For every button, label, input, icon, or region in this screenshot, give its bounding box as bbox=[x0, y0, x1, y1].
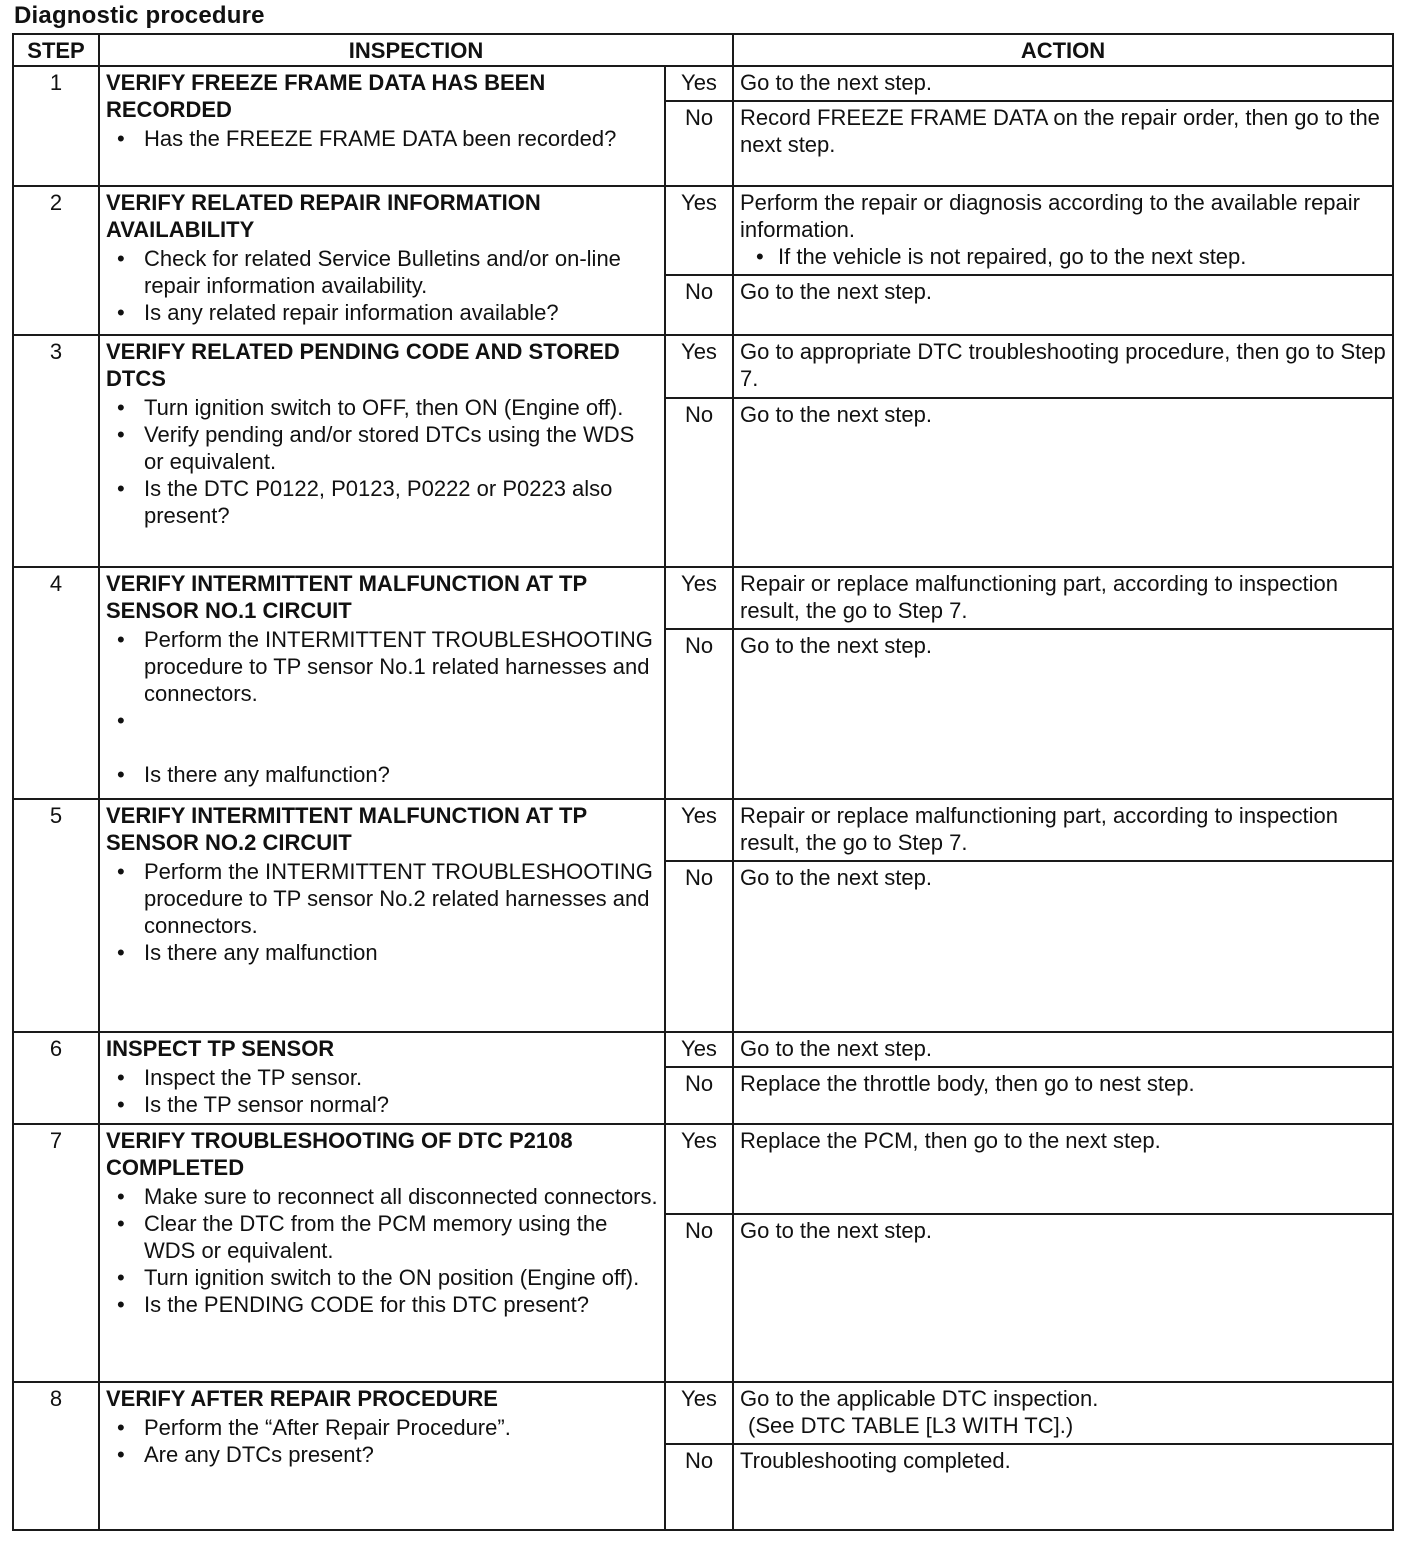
step-heading: VERIFY TROUBLESHOOTING OF DTC P2108 COMPLETED bbox=[106, 1127, 573, 1180]
action-no: Replace the throttle body, then go to nest step. bbox=[733, 1067, 1393, 1124]
table-row bbox=[13, 1124, 1393, 1214]
action-no: Go to the next step. bbox=[733, 398, 1393, 567]
action-text: Go to the applicable DTC inspection. bbox=[740, 1385, 1099, 1411]
inspection-cell bbox=[99, 66, 665, 186]
inspection-cell bbox=[99, 567, 665, 799]
check-list bbox=[106, 626, 658, 788]
action-text: Perform the repair or diagnosis according to the available repair information. bbox=[740, 190, 1360, 243]
answer-no: No bbox=[665, 1067, 733, 1124]
check-item: • Perform the “After Repair Procedure”. bbox=[144, 1414, 658, 1441]
check-item: • Is any related repair information available? bbox=[144, 299, 658, 326]
check-list bbox=[106, 858, 658, 966]
check-item: • Inspect the TP sensor. bbox=[144, 1064, 658, 1091]
answer-yes: Yes bbox=[665, 1124, 733, 1214]
step-number: 3 bbox=[13, 335, 99, 567]
answer-no: No bbox=[665, 398, 733, 567]
header-step: STEP bbox=[13, 34, 99, 66]
table-row bbox=[13, 1032, 1393, 1067]
table-row bbox=[13, 567, 1393, 629]
check-item: • Turn ignition switch to the ON position (Engine off). bbox=[144, 1264, 658, 1291]
check-list bbox=[106, 394, 658, 529]
answer-no: No bbox=[665, 101, 733, 186]
check-item: • Clear the DTC from the PCM memory using the WDS or equivalent. bbox=[144, 1210, 658, 1264]
step-heading: VERIFY INTERMITTENT MALFUNCTION AT TP SENSOR NO.1 CIRCUIT bbox=[106, 571, 587, 624]
check-item: • Perform the INTERMITTENT TROUBLESHOOTING procedure to TP sensor No.1 related harnesses and connectors. bbox=[144, 626, 658, 707]
check-item: • Check for related Service Bulletins and/or on-line repair information availability. bbox=[144, 245, 658, 299]
check-item: • Verify pending and/or stored DTCs using the WDS or equivalent. bbox=[144, 421, 658, 475]
answer-no: No bbox=[665, 1444, 733, 1530]
check-item: • Make sure to reconnect all disconnected connectors. bbox=[144, 1183, 658, 1210]
diagnostic-procedure-table bbox=[12, 33, 1394, 1531]
action-no: Go to the next step. bbox=[733, 275, 1393, 335]
check-item: • Perform the INTERMITTENT TROUBLESHOOTING procedure to TP sensor No.2 related harnesses and connectors. bbox=[144, 858, 658, 939]
step-heading: VERIFY FREEZE FRAME DATA HAS BEEN RECORDED bbox=[106, 70, 546, 122]
action-no: Go to the next step. bbox=[733, 629, 1393, 799]
action-no: Go to the next step. bbox=[733, 861, 1393, 1031]
inspection-cell bbox=[99, 335, 665, 567]
table-row bbox=[13, 335, 1393, 398]
inspection-cell bbox=[99, 1382, 665, 1530]
action-no: Record FREEZE FRAME DATA on the repair order, then go to the next step. bbox=[733, 101, 1393, 186]
action-yes bbox=[733, 186, 1393, 275]
step-number: 8 bbox=[13, 1382, 99, 1530]
answer-yes: Yes bbox=[665, 567, 733, 629]
step-heading: VERIFY INTERMITTENT MALFUNCTION AT TP SENSOR NO.2 CIRCUIT bbox=[106, 803, 587, 856]
step-number: 7 bbox=[13, 1124, 99, 1382]
answer-yes: Yes bbox=[665, 1382, 733, 1444]
check-list bbox=[106, 125, 658, 152]
answer-yes: Yes bbox=[665, 66, 733, 101]
inspection-cell bbox=[99, 186, 665, 335]
check-item: • Has the FREEZE FRAME DATA been recorded? bbox=[144, 125, 658, 152]
step-number: 2 bbox=[13, 186, 99, 335]
check-list bbox=[106, 1064, 658, 1118]
check-list bbox=[106, 1183, 658, 1318]
check-list bbox=[106, 245, 658, 326]
answer-yes: Yes bbox=[665, 335, 733, 398]
step-heading: VERIFY RELATED PENDING CODE AND STORED DTCS bbox=[106, 339, 620, 392]
inspection-cell bbox=[99, 1032, 665, 1124]
check-item: • Is there any malfunction bbox=[144, 939, 658, 966]
step-number: 6 bbox=[13, 1032, 99, 1124]
header-action: ACTION bbox=[733, 34, 1393, 66]
table-row bbox=[13, 799, 1393, 861]
inspection-cell bbox=[99, 799, 665, 1031]
table-row bbox=[13, 66, 1393, 101]
check-item: • Is the DTC P0122, P0123, P0222 or P0223 also present? bbox=[144, 475, 658, 529]
step-number: 1 bbox=[13, 66, 99, 186]
table-header-row bbox=[13, 34, 1393, 66]
answer-no: No bbox=[665, 629, 733, 799]
action-yes: Go to the next step. bbox=[733, 1032, 1393, 1067]
step-number: 4 bbox=[13, 567, 99, 799]
action-yes bbox=[733, 1382, 1393, 1444]
answer-no: No bbox=[665, 861, 733, 1031]
action-yes: Repair or replace malfunctioning part, according to inspection result, the go to Step 7. bbox=[733, 799, 1393, 861]
action-yes: Replace the PCM, then go to the next step. bbox=[733, 1124, 1393, 1214]
action-yes: Go to appropriate DTC troubleshooting procedure, then go to Step 7. bbox=[733, 335, 1393, 398]
step-number: 5 bbox=[13, 799, 99, 1031]
check-list bbox=[106, 1414, 658, 1468]
step-heading: VERIFY AFTER REPAIR PROCEDURE bbox=[106, 1385, 498, 1411]
action-yes: Repair or replace malfunctioning part, according to inspection result, the go to Step 7. bbox=[733, 567, 1393, 629]
header-inspection: INSPECTION bbox=[99, 34, 733, 66]
inspection-cell bbox=[99, 1124, 665, 1382]
step-heading: VERIFY RELATED REPAIR INFORMATION AVAILABILITY bbox=[106, 190, 541, 243]
check-item: • Are any DTCs present? bbox=[144, 1441, 658, 1468]
action-note: (See DTC TABLE [L3 WITH TC].) bbox=[748, 1412, 1074, 1438]
table-row bbox=[13, 1382, 1393, 1444]
answer-no: No bbox=[665, 1214, 733, 1382]
step-heading: INSPECT TP SENSOR bbox=[106, 1035, 335, 1061]
check-item: • Is the PENDING CODE for this DTC present? bbox=[144, 1291, 658, 1318]
check-item: • Is the TP sensor normal? bbox=[144, 1091, 658, 1118]
page-title: Diagnostic procedure bbox=[14, 2, 265, 29]
table-row bbox=[13, 186, 1393, 275]
check-item: • Is there any malfunction? bbox=[144, 761, 658, 788]
action-no: Troubleshooting completed. bbox=[733, 1444, 1393, 1530]
action-no: Go to the next step. bbox=[733, 1214, 1393, 1382]
answer-yes: Yes bbox=[665, 1032, 733, 1067]
action-sub-item: • If the vehicle is not repaired, go to the next step. bbox=[778, 243, 1386, 270]
action-sub-list bbox=[740, 243, 1386, 270]
answer-yes: Yes bbox=[665, 799, 733, 861]
answer-yes: Yes bbox=[665, 186, 733, 275]
answer-no: No bbox=[665, 275, 733, 335]
action-yes: Go to the next step. bbox=[733, 66, 1393, 101]
check-item: • Turn ignition switch to OFF, then ON (Engine off). bbox=[144, 394, 658, 421]
spacer bbox=[144, 707, 658, 761]
